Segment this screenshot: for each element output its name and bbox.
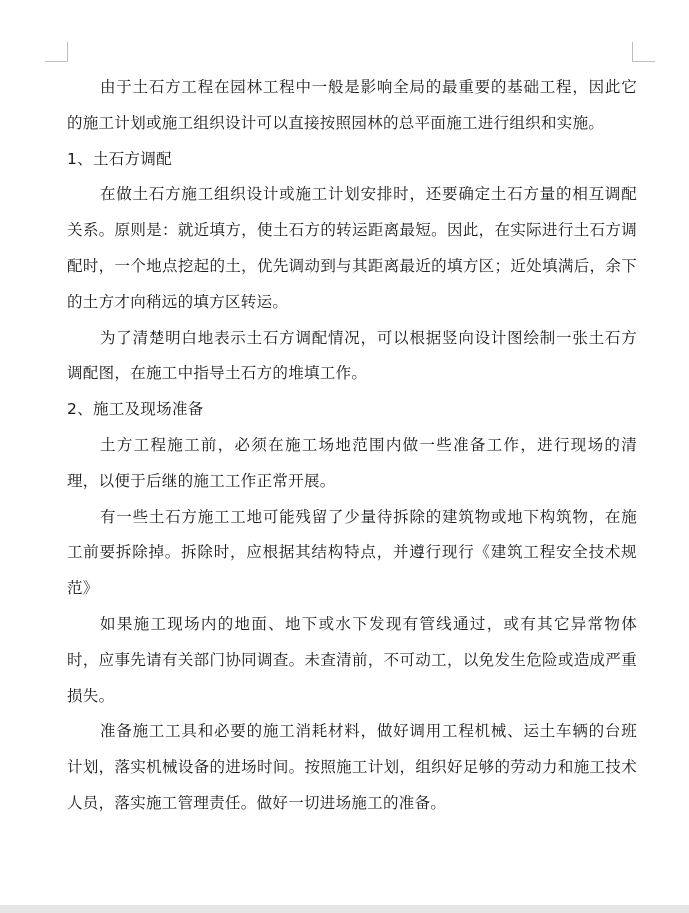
- paragraph: 在做土石方施工组织设计或施工计划安排时，还要确定土石方量的相互调配关系。原则是：就近填方，使土石方的转运距离最短。因此，在实际进行土石方调配时，一个地点挖起的土，优先调动到与其距离最近的填方区；近处填满后，余下的土方才向稍远的填方区转运。: [67, 185, 637, 311]
- margin-marker-left-vertical: [67, 42, 68, 62]
- paragraph: 为了清楚明白地表示土石方调配情况，可以根据竖向设计图绘制一张土石方调配图，在施工中指导土石方的堆填工作。: [67, 328, 637, 383]
- paragraph: 有一些土石方施工工地可能残留了少量待拆除的建筑物或地下构筑物，在施工前要拆除掉。拆除时，应根据其结构特点，并遵行现行《建筑工程安全技术规范》: [67, 507, 637, 598]
- margin-marker-right-vertical: [632, 42, 633, 62]
- paragraph: 由于土石方工程在园林工程中一般是影响全局的最重要的基础工程，因此它的施工计划或施工组织设计可以直接按照园林的总平面施工进行组织和实施。: [67, 78, 637, 132]
- margin-marker-right-horizontal: [632, 61, 655, 62]
- document-body[interactable]: [67, 70, 637, 822]
- paragraph: 如果施工现场内的地面、地下或水下发现有管线通过，或有其它异常物体时，应事先请有关部门协同调查。未查清前，不可动工，以免发生危险或造成严重损失。: [67, 614, 637, 705]
- page-gap-bar: [0, 905, 689, 913]
- paragraph: 土方工程施工前，必须在施工场地范围内做一些准备工作，进行现场的清理，以便于后继的施工工作正常开展。: [67, 435, 637, 490]
- paragraph: 准备施工工具和必要的施工消耗材料，做好调用工程机械、运土车辆的台班计划，落实机械设备的进场时间。按照施工计划，组织好足够的劳动力和施工技术人员，落实施工管理责任。做好一切进场施工的准备。: [67, 722, 637, 812]
- section-heading: 1、土石方调配: [67, 149, 172, 168]
- section-heading: 2、施工及现场准备: [67, 400, 204, 419]
- margin-marker-left-horizontal: [45, 61, 68, 62]
